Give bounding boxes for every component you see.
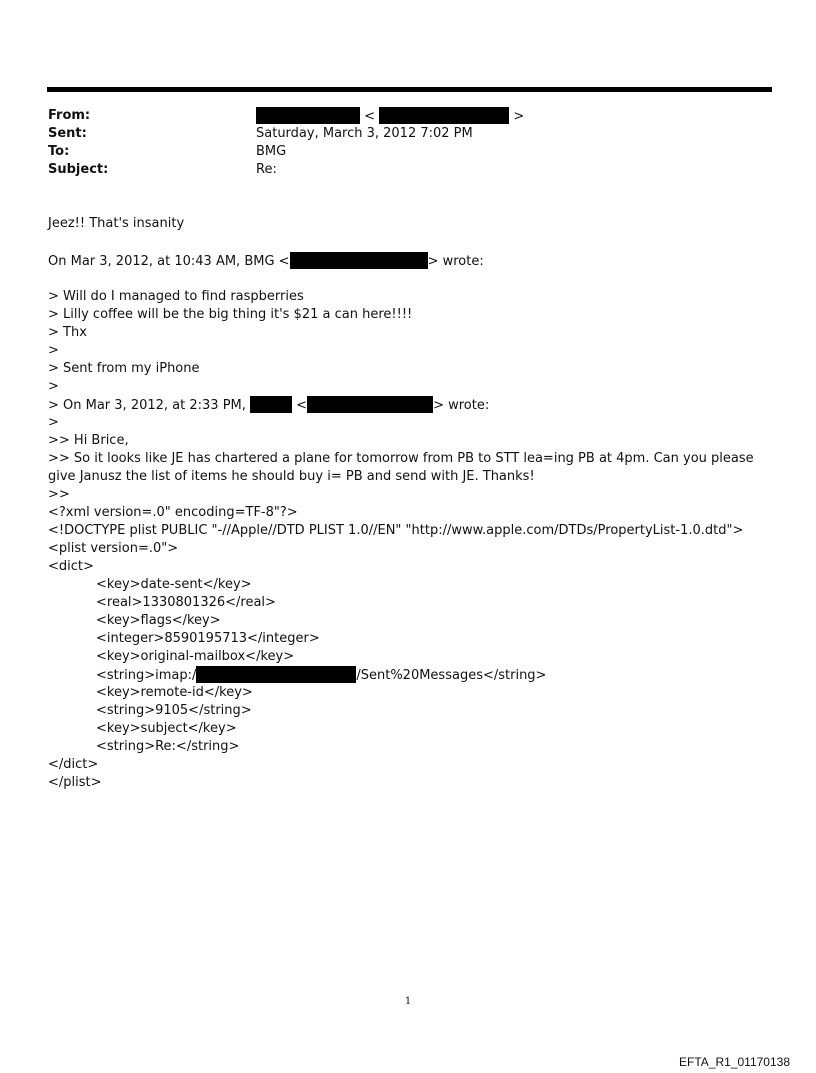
xml-line: <?xml version=.0" encoding=TF-8"?> (48, 505, 298, 520)
from-close-bracket: > (513, 109, 525, 124)
subject-value: Re: (256, 162, 277, 177)
subject-label: Subject: (48, 162, 109, 177)
quote-line: >> (48, 487, 70, 502)
redaction-box (250, 396, 292, 413)
xml-line: <real>1330801326</real> (96, 595, 276, 610)
quote-line: > (48, 379, 59, 394)
quote-line: > Sent from my iPhone (48, 361, 200, 376)
to-label: To: (48, 144, 70, 159)
xml-line: <string>Re:</string> (96, 739, 240, 754)
quote-line: > (48, 343, 59, 358)
xml-line: <key>flags</key> (96, 613, 221, 628)
quote-line-mid: < (296, 398, 308, 413)
redaction-box (290, 252, 428, 269)
redaction-box (256, 107, 360, 124)
quote-line-post: > wrote: (433, 398, 490, 413)
page-number: 1 (404, 996, 412, 1007)
xml-line: </dict> (48, 757, 99, 772)
from-value (256, 107, 524, 126)
xml-line: <key>remote-id</key> (96, 685, 253, 700)
xml-line: <key>date-sent</key> (96, 577, 252, 592)
xml-line-post: /Sent%20Messages</string> (356, 668, 547, 683)
sent-label: Sent: (48, 126, 87, 141)
header-rule (47, 87, 772, 92)
to-value: BMG (256, 144, 287, 159)
quote-line: > Will do I managed to find raspberries (48, 289, 304, 304)
xml-line: <key>original-mailbox</key> (96, 649, 295, 664)
redaction-box (379, 107, 509, 124)
quote-line: > Thx (48, 325, 87, 340)
xml-line: <plist version=.0"> (48, 541, 179, 556)
xml-line: <!DOCTYPE plist PUBLIC "-//Apple//DTD PLIST 1.0//EN" "http://www.apple.com/DTDs/PropertyList-1.0.dtd"> (48, 523, 744, 538)
quote-line (48, 396, 489, 415)
sent-value: Saturday, March 3, 2012 7:02 PM (256, 126, 473, 141)
quote-line: > (48, 415, 59, 430)
quote-line-pre: > On Mar 3, 2012, at 2:33 PM, (48, 398, 246, 413)
reply-text: Jeez!! That's insanity (48, 216, 185, 231)
quote-intro-post: > wrote: (427, 254, 484, 269)
quote-intro-pre: On Mar 3, 2012, at 10:43 AM, BMG < (48, 254, 290, 269)
xml-line-pre: <string>imap:/ (96, 668, 197, 683)
xml-line: <dict> (48, 559, 94, 574)
from-open-bracket: < (364, 109, 376, 124)
redaction-box (196, 666, 356, 683)
xml-line: <key>subject</key> (96, 721, 237, 736)
quote-paragraph: >> So it looks like JE has chartered a plane for tomorrow from PB to STT lea=ing PB at 4pm. Can you please give Janusz the list of items he should buy i= PB and send with JE. Thanks! (48, 451, 754, 484)
from-label: From: (48, 108, 91, 123)
quote-line: > Lilly coffee will be the big thing it's $21 a can here!!!! (48, 307, 413, 322)
document-id: EFTA_R1_01170138 (679, 1055, 790, 1069)
xml-line: <integer>8590195713</integer> (96, 631, 320, 646)
redaction-box (307, 396, 433, 413)
xml-line: <string>9105</string> (96, 703, 252, 718)
quote-line: >> Hi Brice, (48, 433, 129, 448)
xml-line: </plist> (48, 775, 102, 790)
quote-intro (48, 252, 484, 271)
xml-line (96, 666, 546, 685)
